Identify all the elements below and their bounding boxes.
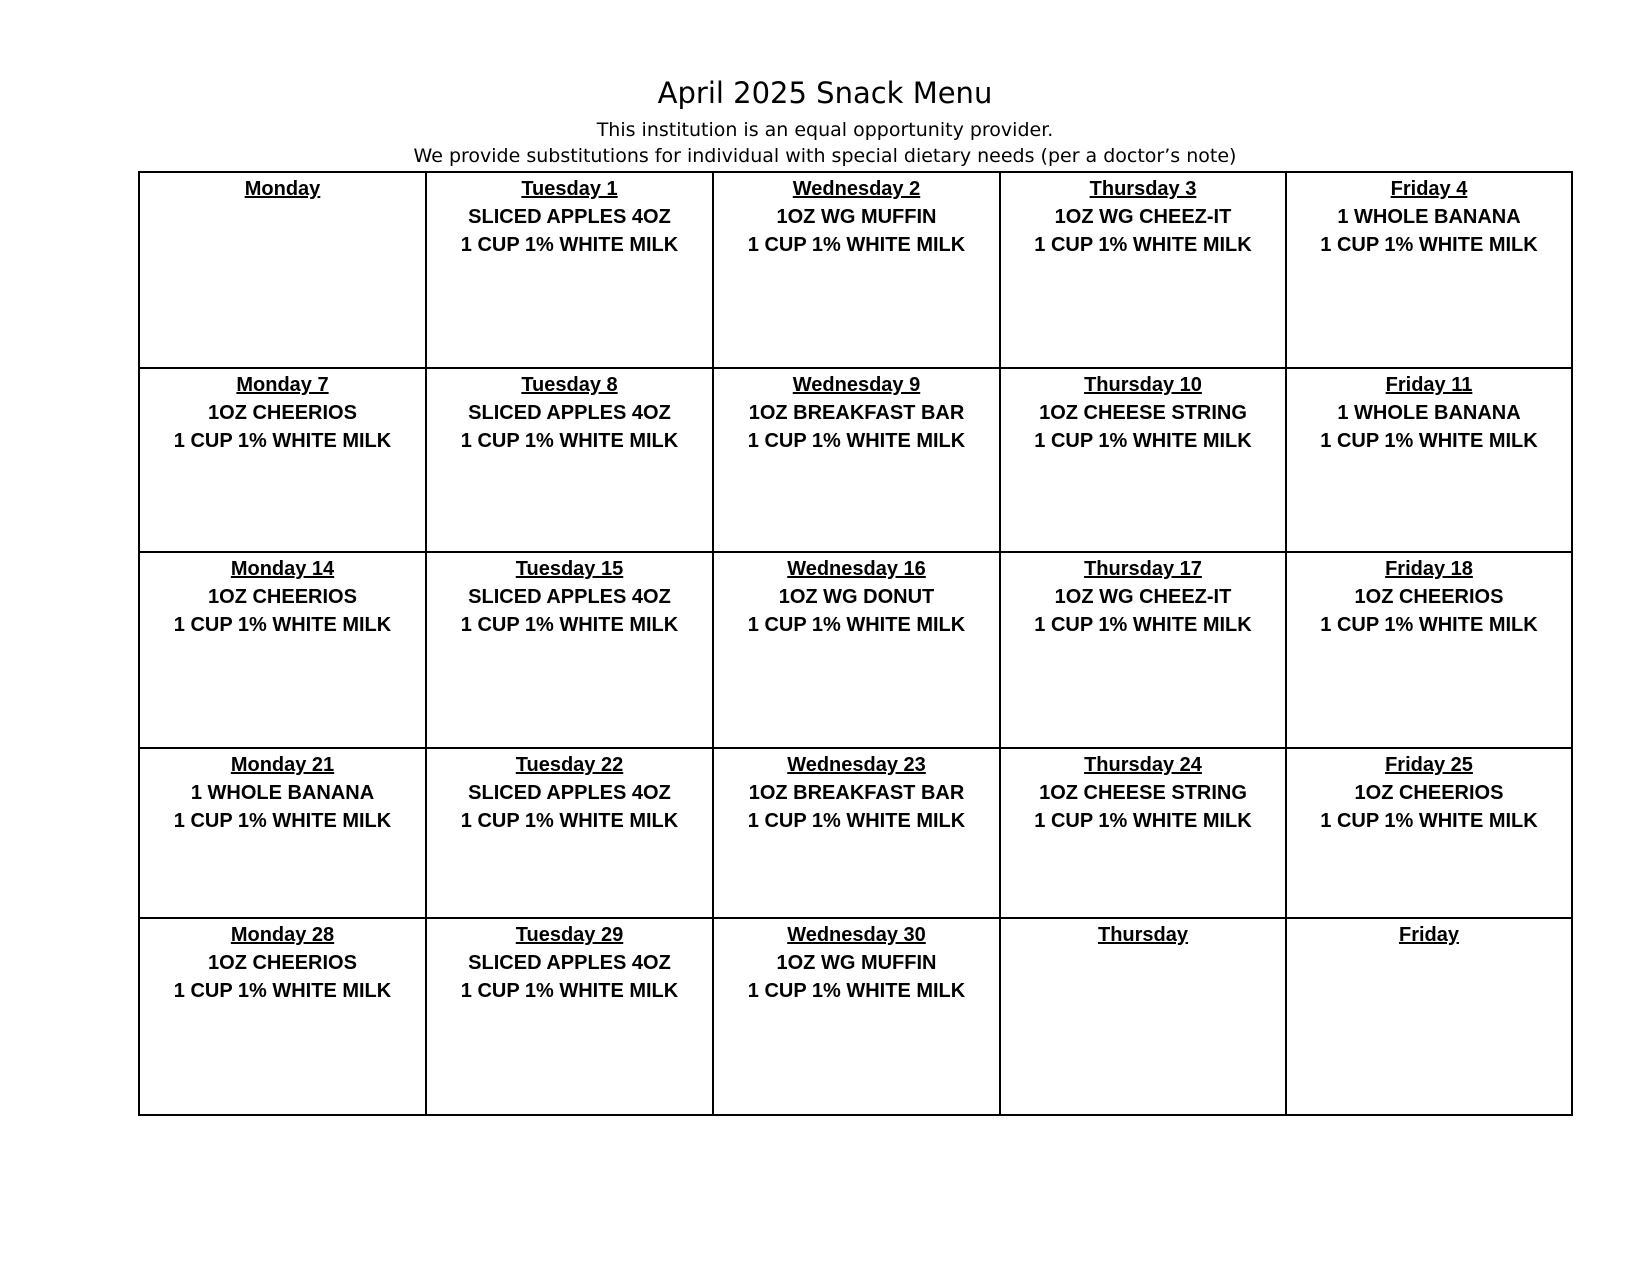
snack-item: 1 WHOLE BANANA — [1337, 402, 1521, 424]
snack-item: 1OZ CHEESE STRING — [1039, 402, 1247, 424]
day-heading: Tuesday 1 — [521, 178, 618, 200]
snack-item: 1 CUP 1% WHITE MILK — [747, 980, 966, 1002]
week-row — [139, 172, 1572, 368]
snack-item: SLICED APPLES 4OZ — [468, 402, 671, 424]
day-cell — [426, 552, 713, 748]
snack-item: 1 CUP 1% WHITE MILK — [1034, 810, 1252, 832]
snack-item: 1 CUP 1% WHITE MILK — [1034, 234, 1252, 256]
snack-item: 1 CUP 1% WHITE MILK — [460, 980, 679, 1002]
snack-item: 1 CUP 1% WHITE MILK — [1320, 430, 1538, 452]
week-row — [139, 552, 1572, 748]
snack-item: 1OZ CHEESE STRING — [1039, 782, 1247, 804]
week-row — [139, 918, 1572, 1115]
snack-item: 1OZ WG CHEEZ-IT — [1054, 586, 1232, 608]
day-cell — [426, 918, 713, 1115]
day-heading: Friday — [1398, 924, 1460, 946]
day-heading: Thursday 17 — [1084, 558, 1202, 580]
day-heading: Wednesday 9 — [792, 374, 921, 396]
day-cell — [1000, 552, 1286, 748]
day-cell — [1286, 172, 1572, 368]
day-heading: Friday 4 — [1390, 178, 1468, 200]
day-heading: Monday 28 — [230, 924, 335, 946]
day-cell — [1286, 552, 1572, 748]
day-heading: Friday 18 — [1385, 558, 1473, 580]
page-title: April 2025 Snack Menu — [657, 76, 993, 110]
day-cell — [713, 172, 1000, 368]
day-cell — [713, 368, 1000, 552]
snack-menu-calendar — [138, 171, 1573, 1116]
snack-item: 1OZ WG MUFFIN — [776, 952, 937, 974]
day-cell — [1000, 748, 1286, 918]
day-cell — [1286, 748, 1572, 918]
day-heading: Friday 11 — [1385, 374, 1473, 396]
day-cell — [139, 748, 426, 918]
snack-item: 1 CUP 1% WHITE MILK — [460, 810, 679, 832]
day-cell — [426, 748, 713, 918]
day-heading: Monday — [244, 178, 321, 200]
day-cell — [1286, 368, 1572, 552]
day-cell — [713, 748, 1000, 918]
snack-item: SLICED APPLES 4OZ — [468, 206, 671, 228]
day-heading: Thursday 24 — [1084, 754, 1202, 776]
day-cell — [1000, 172, 1286, 368]
day-heading: Tuesday 8 — [521, 374, 618, 396]
day-cell — [139, 552, 426, 748]
snack-item: 1 CUP 1% WHITE MILK — [460, 234, 679, 256]
snack-item: 1 CUP 1% WHITE MILK — [460, 614, 679, 636]
day-heading: Monday 14 — [230, 558, 335, 580]
week-row — [139, 748, 1572, 918]
day-heading: Wednesday 16 — [787, 558, 926, 580]
snack-item: 1 WHOLE BANANA — [1337, 206, 1521, 228]
day-heading: Wednesday 2 — [792, 178, 921, 200]
day-cell — [713, 918, 1000, 1115]
snack-item: 1 CUP 1% WHITE MILK — [747, 430, 966, 452]
snack-item: 1OZ CHEERIOS — [208, 402, 357, 424]
snack-item: 1 CUP 1% WHITE MILK — [1320, 810, 1538, 832]
equal-opportunity-statement: This institution is an equal opportunity provider. — [596, 119, 1054, 141]
snack-item: 1 CUP 1% WHITE MILK — [747, 614, 966, 636]
day-heading: Monday 21 — [230, 754, 335, 776]
snack-item: 1OZ BREAKFAST BAR — [748, 402, 965, 424]
day-heading: Friday 25 — [1385, 754, 1473, 776]
snack-item: 1OZ CHEERIOS — [208, 586, 357, 608]
snack-item: 1OZ BREAKFAST BAR — [748, 782, 965, 804]
snack-item: 1 CUP 1% WHITE MILK — [173, 810, 392, 832]
snack-item: 1 CUP 1% WHITE MILK — [173, 614, 392, 636]
snack-item: 1 CUP 1% WHITE MILK — [460, 430, 679, 452]
snack-item: 1 CUP 1% WHITE MILK — [1034, 614, 1252, 636]
day-cell — [1000, 368, 1286, 552]
day-heading: Thursday 10 — [1084, 374, 1202, 396]
snack-item: 1OZ WG CHEEZ-IT — [1054, 206, 1232, 228]
snack-item: SLICED APPLES 4OZ — [468, 586, 671, 608]
snack-item: SLICED APPLES 4OZ — [468, 952, 671, 974]
day-cell — [1000, 918, 1286, 1115]
snack-item: 1 CUP 1% WHITE MILK — [173, 980, 392, 1002]
snack-item: 1 WHOLE BANANA — [190, 782, 375, 804]
snack-item: 1 CUP 1% WHITE MILK — [747, 234, 966, 256]
snack-item: 1OZ CHEERIOS — [208, 952, 357, 974]
day-heading: Tuesday 15 — [515, 558, 624, 580]
day-heading: Tuesday 29 — [515, 924, 624, 946]
day-cell — [139, 172, 426, 368]
day-cell — [713, 552, 1000, 748]
snack-item: 1 CUP 1% WHITE MILK — [1320, 614, 1538, 636]
day-cell — [139, 368, 426, 552]
day-heading: Tuesday 22 — [515, 754, 624, 776]
snack-item: 1OZ WG MUFFIN — [776, 206, 937, 228]
day-cell — [1286, 918, 1572, 1115]
day-heading: Wednesday 23 — [787, 754, 926, 776]
snack-item: 1OZ CHEERIOS — [1354, 782, 1504, 804]
snack-item: 1 CUP 1% WHITE MILK — [173, 430, 392, 452]
snack-item: 1 CUP 1% WHITE MILK — [1034, 430, 1252, 452]
day-heading: Thursday — [1097, 924, 1189, 946]
day-heading: Thursday 3 — [1089, 178, 1197, 200]
day-heading: Monday 7 — [236, 374, 329, 396]
dietary-substitution-note: We provide substitutions for individual with special dietary needs (per a doctor’s note) — [413, 145, 1237, 167]
day-heading: Wednesday 30 — [787, 924, 926, 946]
day-cell — [426, 172, 713, 368]
snack-item: 1 CUP 1% WHITE MILK — [747, 810, 966, 832]
week-row — [139, 368, 1572, 552]
snack-item: 1OZ CHEERIOS — [1354, 586, 1504, 608]
snack-item: 1OZ WG DONUT — [778, 586, 935, 608]
snack-item: SLICED APPLES 4OZ — [468, 782, 671, 804]
day-cell — [139, 918, 426, 1115]
snack-item: 1 CUP 1% WHITE MILK — [1320, 234, 1538, 256]
calendar-body — [139, 172, 1572, 1115]
day-cell — [426, 368, 713, 552]
